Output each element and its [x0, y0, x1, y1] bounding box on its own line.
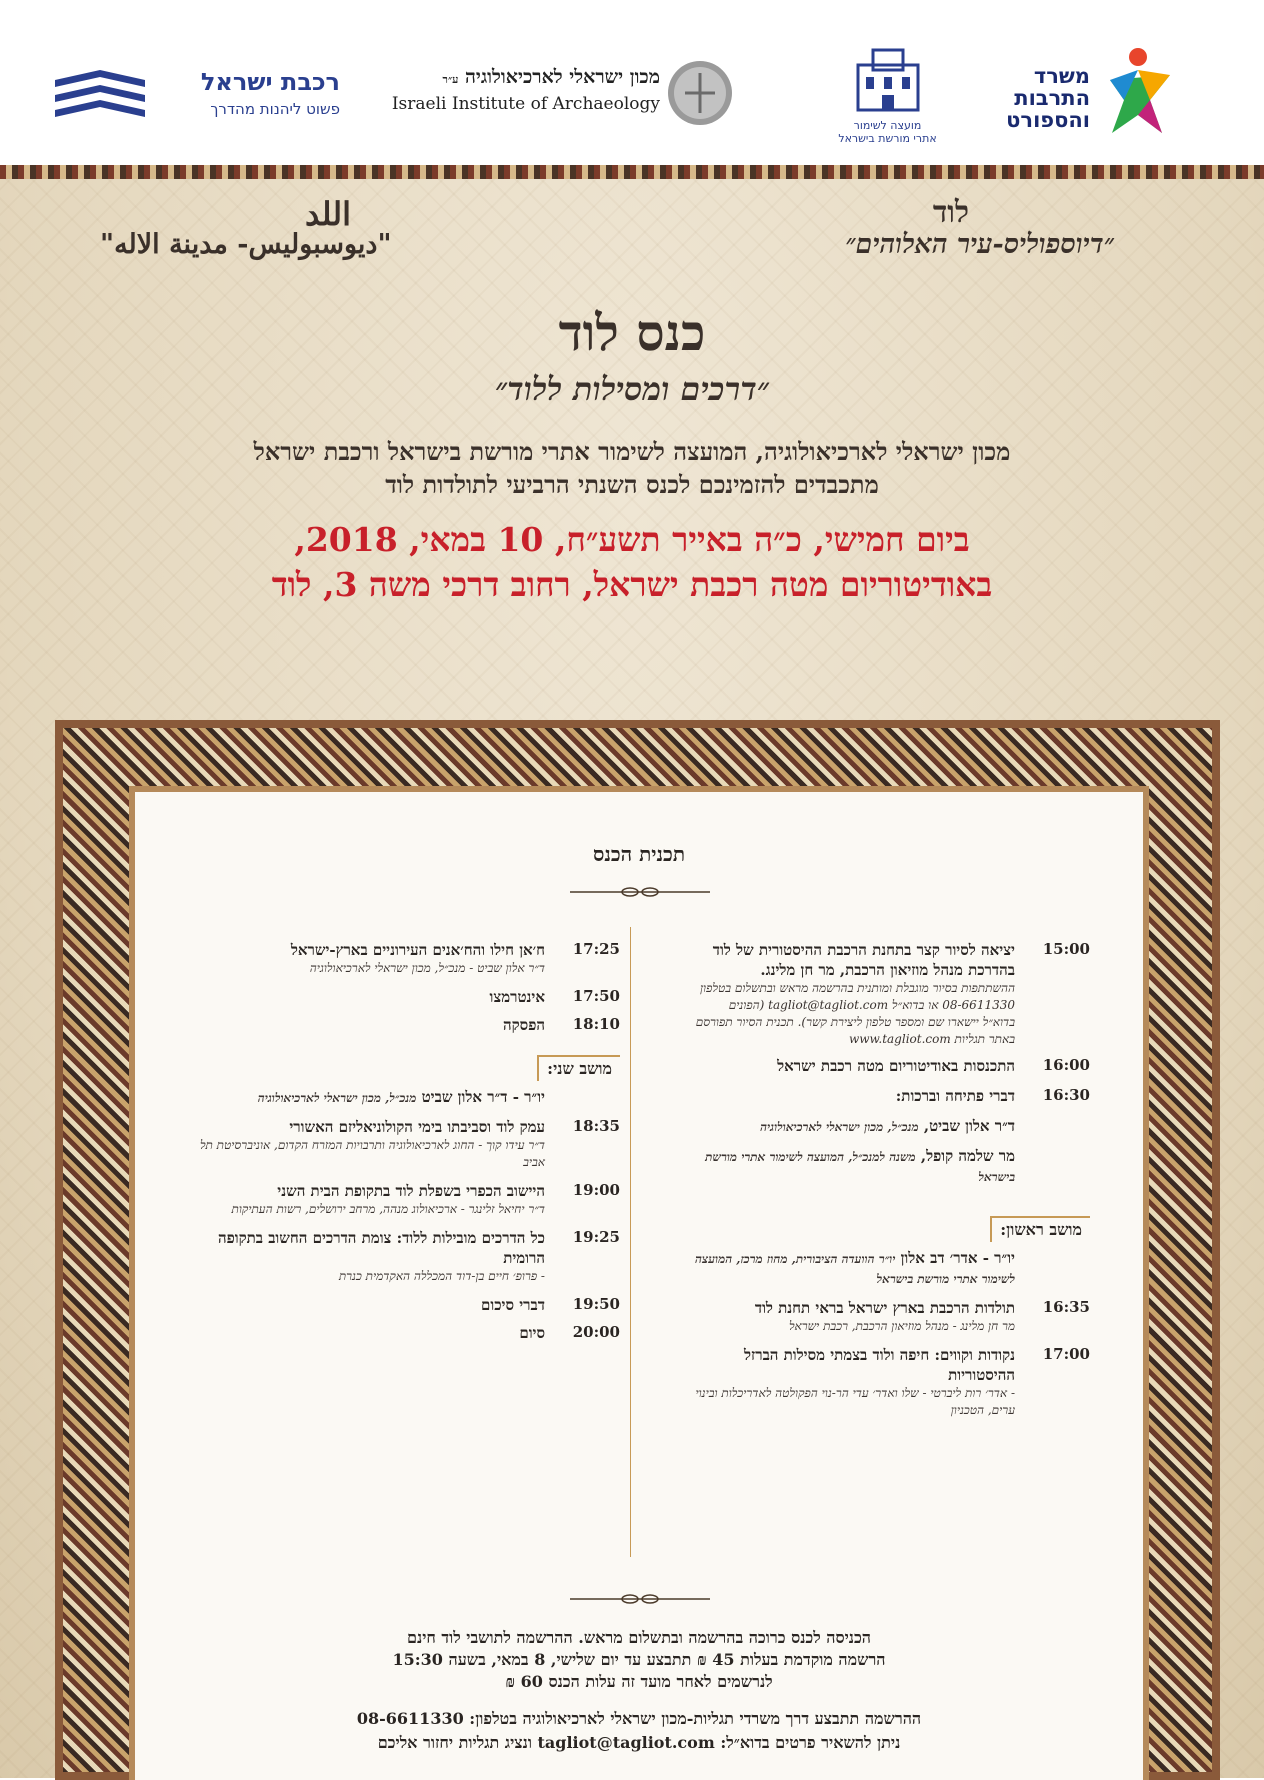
event-date: ביום חמישי, כ״ה באייר תשע״ח, 10 במאי, 2018,: [294, 520, 970, 559]
schedule-item: [695, 1298, 1090, 1335]
star-person-icon: [1100, 45, 1180, 140]
schedule-details: ד״ר עידו קוך - החוג לארכיאולוגיה ותרבויות המזרח הקדום, אוניברסיטת תל אביב: [199, 1138, 545, 1169]
council-line1: מועצה לשימור: [853, 119, 922, 132]
schedule-time: 20:00: [572, 1323, 620, 1341]
ministry-culture-logo: [1000, 45, 1190, 155]
israel-railways-logo: [50, 60, 340, 130]
program-divider-line: [630, 927, 631, 1557]
session2-label: מושב שני:: [537, 1055, 620, 1081]
lod-hebrew-title: לוד: [932, 195, 969, 230]
session2-chair-row: [180, 1087, 620, 1107]
iia-logo: [380, 58, 740, 133]
schedule-details: ד״ר יחיאל זלינגר - ארכיאולוג מנהה, מרחב ירושלים, רשות העתיקות: [231, 1202, 545, 1216]
schedule-details: מר חן מלינג - מנהל מוזיאון הרכבת, רכבת ישראל: [788, 1319, 1015, 1333]
speaker-name: [695, 1146, 1015, 1186]
ministry-line3: והספורט: [1006, 108, 1090, 132]
schedule-title: כל הדרכים מובילות ללוד: צומת הדרכים החשוב בתקופה הרומית: [217, 1229, 545, 1267]
schedule-details: ההשתתפות בסיור מוגבלת ומותנית בהרשמה מראש ובתשלום בטלפון 08-6611330 או בדוא״ל tagliot@tagliot.com (הפונים בדוא״ל יישארו שם ומספר טלפון ליצירת קשר). תכנית הסיור תפורסם באתר תגליות www.tagliot.com: [695, 981, 1015, 1046]
registration-line4: ההרשמה תתבצע דרך משרדי תגליות-מכון ישראלי לארכיאולוגיה בטלפון: 08-6611330: [356, 1709, 922, 1728]
schedule-details: - אדר׳ רות ליברטי - שלו ואדר׳ עדי הר-נוי הפקולטה לאדריכלות ובינוי ערים, הטכניון: [695, 1386, 1015, 1417]
coin-icon: [665, 58, 735, 128]
heritage-council-logo: [820, 45, 955, 155]
schedule-title: דברי סיכום: [481, 1296, 545, 1314]
speaker-title: ד״ר אלון שביט,: [923, 1117, 1015, 1135]
lod-arabic-title: اللد: [305, 195, 352, 233]
ministry-text: [1000, 65, 1090, 131]
session1-chair: יו״ר - אדר׳ דב אלון: [900, 1249, 1015, 1267]
lod-arabic-subtitle: "ديوسبوليس- مدينة الاله": [100, 229, 392, 260]
registration-line2: הרשמה מוקדמת בעלות 45 ₪ תתבצע עד יום שלישי, 8 במאי, בשעה 15:30: [392, 1650, 886, 1669]
schedule-details: - פרופ׳ חיים בן-דוד המכללה האקדמית כנרת: [338, 1269, 545, 1283]
registration-line5: ניתן להשאיר פרטים בדוא״ל: tagliot@tagliot.com ונציג תגליות יחזור אליכם: [377, 1733, 901, 1752]
schedule-title: היישוב הכפרי בשפלת לוד בתקופת הבית השני: [277, 1182, 545, 1200]
schedule-title: הפסקה: [503, 1016, 545, 1034]
registration-line3: לנרשמים לאחר מועד זה עלות הכנס 60 ₪: [505, 1672, 773, 1691]
schedule-time: 17:00: [1042, 1345, 1090, 1363]
schedule-item: [695, 1345, 1090, 1419]
mosaic-frame: [55, 720, 1220, 1780]
conference-subtitle: ״דרכים ומסילות ללוד״: [494, 370, 769, 408]
poster: [0, 165, 1264, 1778]
speaker-title: מר שלמה קופל,: [920, 1147, 1015, 1165]
schedule-title: תולדות הרכבת בארץ ישראל בראי תחנת לוד: [754, 1299, 1015, 1317]
speaker-name: [695, 1116, 1015, 1136]
schedule-title: נקודות וקווים: חיפה ולוד בצמתי מסילות הברזל ההיסטוריות: [744, 1346, 1015, 1384]
schedule-time: 17:50: [572, 987, 620, 1005]
schedule-item: [180, 1295, 620, 1315]
speaker-role: מנכ״ל, מכון ישראלי לארכיאולוגיה: [760, 1120, 919, 1134]
schedule-item: [695, 1116, 1090, 1136]
invite-line1: מכון ישראלי לארכיאולוגיה, המועצה לשימור אתרי מורשת בישראל ורכבת ישראל: [253, 437, 1011, 466]
schedule-item: [695, 1086, 1090, 1106]
iia-hebrew-name: [380, 66, 660, 89]
schedule-time: 16:00: [1042, 1056, 1090, 1074]
registration-line1: הכניסה לכנס כרוכה בהרשמה ובתשלום מראש. ההרשמה לתושבי לוד חינם: [407, 1628, 871, 1647]
ornament-divider-icon: [570, 1592, 710, 1606]
speaker-role: משנה למנכ״ל, המועצה לשימור אתרי מורשת בישראל: [705, 1150, 1015, 1184]
schedule-item: [180, 987, 620, 1007]
schedule-time: 17:25: [572, 940, 620, 958]
iia-suffix: ע״ר: [442, 73, 459, 86]
schedule-title: יציאה לסיור קצר בתחנת הרכבת ההיסטורית של לוד בהדרכת מנהל מוזיאון הרכבת, מר חן מלינג.: [712, 941, 1015, 979]
schedule-title: ח׳אן חילו והח׳אנים העירוניים בארץ-ישראל: [290, 941, 545, 959]
schedule-item: [695, 1146, 1090, 1186]
conference-title: כנס לוד: [558, 303, 706, 362]
schedule-item: [695, 1056, 1090, 1076]
ministry-line2: התרבות: [1014, 86, 1090, 110]
schedule-item: [180, 1015, 620, 1035]
session1-label: מושב ראשון:: [990, 1216, 1090, 1242]
schedule-title: התכנסות באודיטוריום מטה רכבת ישראל: [777, 1057, 1015, 1075]
schedule-time: 19:25: [572, 1228, 620, 1246]
schedule-time: 16:30: [1042, 1086, 1090, 1104]
schedule-time: 16:35: [1042, 1298, 1090, 1316]
schedule-item: [180, 1181, 620, 1218]
logo-bar: [0, 0, 1264, 160]
railways-emblem-icon: [50, 65, 150, 125]
iia-english-name: Israeli Institute of Archaeology: [391, 94, 660, 114]
session1-chair-line: [695, 1248, 1015, 1288]
ornament-divider-icon: [570, 885, 710, 899]
mosaic-top-band: [0, 165, 1264, 179]
invite-line2: מתכבדים להזמינכם לכנס השנתי הרביעי לתולדות לוד: [385, 470, 879, 499]
program-title: תכנית הכנס: [592, 842, 686, 866]
schedule-details: ד״ר אלון שביט - מנכ״ל, מכון ישראלי לארכיאולוגיה: [309, 961, 545, 975]
program-right-column: [695, 940, 1090, 1419]
schedule-title: סיום: [519, 1324, 545, 1342]
schedule-item: [180, 940, 620, 977]
program-left-column: [180, 940, 620, 1343]
session2-chair-line: [180, 1087, 545, 1107]
schedule-time: 19:00: [572, 1181, 620, 1199]
schedule-time: 15:00: [1042, 940, 1090, 958]
iia-hebrew-text: מכון ישראלי לארכיאולוגיה: [464, 66, 660, 88]
schedule-time: 18:10: [572, 1015, 620, 1033]
session2-chair-role: מנכ״ל, מכון ישראלי לארכיאולוגיה: [257, 1091, 417, 1105]
schedule-title: דברי פתיחה וברכות:: [895, 1087, 1015, 1105]
session1-chair-role: יו״ר הוועדה הציבורית, מחוז מרכז, המועצה לשימור אתרי מורשת בישראל: [695, 1252, 1015, 1286]
session2-chair: יו״ר - ד״ר אלון שביט: [421, 1088, 545, 1106]
railways-slogan: פשוט ליהנות מהדרך: [210, 100, 340, 118]
railways-name: רכבת ישראל: [200, 68, 340, 96]
session2-header: [180, 1055, 620, 1081]
registration-info: [135, 1627, 1143, 1755]
building-icon: [848, 45, 928, 115]
schedule-time: 18:35: [572, 1117, 620, 1135]
session1-chair-row: [695, 1248, 1090, 1288]
session1-header: [695, 1216, 1090, 1242]
schedule-time: 19:50: [572, 1295, 620, 1313]
schedule-item: [180, 1117, 620, 1171]
schedule-item: [180, 1228, 620, 1285]
program-panel: [135, 792, 1143, 1780]
schedule-item: [180, 1323, 620, 1343]
ministry-line1: משרד: [1033, 64, 1090, 88]
schedule-title: עמק לוד וסביבתו בימי הקולוניאליזם האשורי: [289, 1118, 545, 1136]
schedule-item: [695, 940, 1090, 1048]
council-line2: אתרי מורשת בישראל: [838, 132, 937, 145]
schedule-title: אינטרמצו: [489, 988, 545, 1006]
lod-hebrew-subtitle: ״דיוספוליס-עיר האלוהים״: [845, 229, 1114, 260]
event-venue: באודיטוריום מטה רכבת ישראל, רחוב דרכי משה 3, לוד: [271, 565, 993, 604]
